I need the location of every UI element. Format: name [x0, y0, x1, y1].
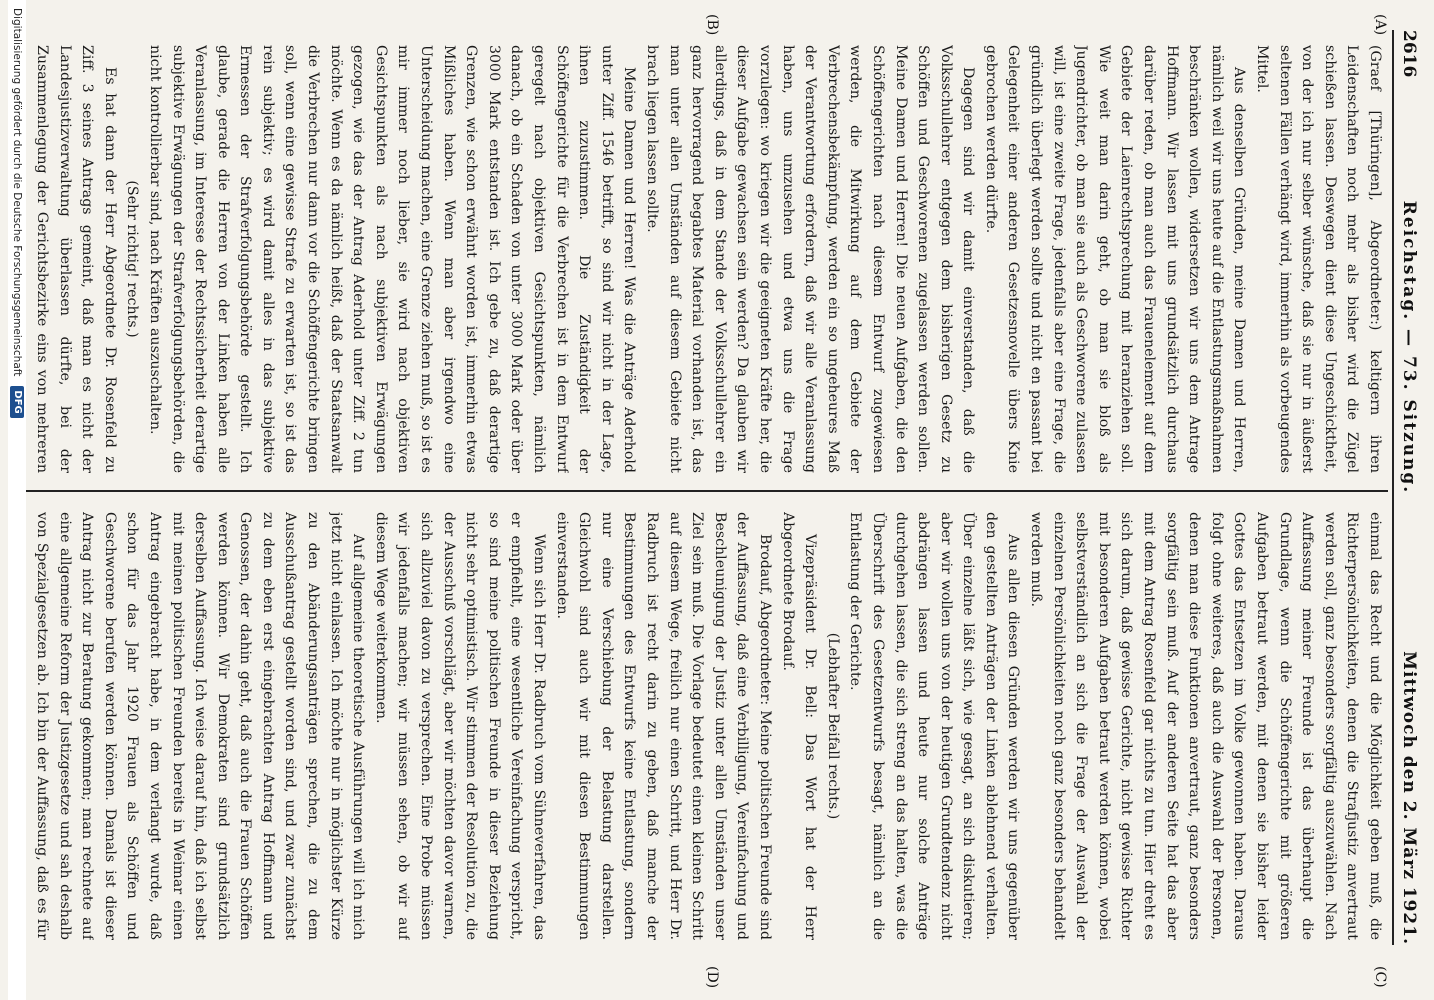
- session-title: Reichstag. — 73. Sitzung.: [1399, 200, 1419, 495]
- paragraph: Aus allen diesen Gründen werden wir uns gegenüber den gestellten Anträgen der Linken ablehnend verhalten. Über einzelne läßt sich, wie gesagt, an sich diskutieren; aber wir wollen uns von der heutigen Grundtendenz nicht abdrängen lassen und heute nur solche Anträge durchgehen lassen, die sich streng an das halten, was die Überschrift des Gesetzentwurfs besagt, nämlich an die Entlastung der Gerichte.: [847, 512, 1022, 940]
- speaker-announcement: Vizepräsident Dr. Bell: Das Wort hat der Herr Abgeordnete Brodauf.: [779, 512, 819, 940]
- margin-mark-d: (D): [704, 966, 720, 989]
- page-number: 2616: [1399, 30, 1419, 78]
- digitization-credit: [8, 0, 26, 1000]
- header-rule: [1392, 30, 1394, 945]
- paragraph: Meine Damen und Herren! Was die Anträge Aderhold unter Ziff. 1546 betrifft, so sind wir nicht in der Lage, ihnen zuzustimmen. Die Zuständigkeit der Schöffengerichte für die Verbrechen ist in dem Entwurf geregelt nach objektiven Gesichtspunkten, nämlich danach, ob ein Schaden von unter 3000 Mark oder über 3000 Mark entstanden ist. Ich gebe zu, daß derartige Grenzen, wie schon erwähnt worden ist, immerhin etwas Mißliches haben. Wenn man aber irgendwo eine Unterscheidung machen, eine Grenze ziehen muß, so ist es mir immer noch lieber, sie wird nach objektiven Gesichtspunkten als nach subjektiven Erwägungen gezogen, wie das der Antrag Aderhold unter Ziff. 2 tun möchte. Wenn es da nämlich heißt, daß der Staatsanwalt die Verbrechen nur dann vor die Schöffengerichte bringen soll, wenn eine gewisse Strafe zu erwarten ist, so ist das rein subjektiv; es wird damit alles in das subjektive Ermessen der Strafverfolgungsbehörde gestellt. Ich glaube, gerade die Herren von der Linken haben alle Veranlassung, im Interesse der Rechtssicherheit derartige subjektive Erwägungen der Strafverfolgungsbehörden, die nicht kontrollierbar sind, nach Kräften auszuschalten.: [146, 45, 638, 473]
- right-text-column: [26, 512, 1386, 940]
- paragraph: Dagegen sind wir damit einverstanden, daß die Volksschullehrer entgegen dem bisherigen Gesetz zu Schöffen und Geschworenen zugelassen werden sollen. Meine Damen und Herren! Die neuen Aufgaben, die den Schöffengerichten nach diesem Entwurf zugewiesen werden, die Mitwirkung auf dem Gebiete der Verbrechensbekämpfung, werden ein so ungeheures Maß der Verantwortung erfordern, daß wir alle Veranlassung haben, uns umzusehen und etwa uns die Frage vorzulegen: wo kriegen wir die geeigneten Kräfte her, die dieser Aufgabe gewachsen sein werden? Da glauben wir allerdings, daß in dem Stande der Volksschullehrer ein ganz hervorragend begabtes Material vorhanden ist, das man unter allen Umständen auf diesem Gebiete nicht brach liegen lassen sollte.: [644, 45, 977, 473]
- margin-mark-c: (C): [1372, 966, 1388, 988]
- paragraph: einmal das Recht und die Möglichkeit geben muß, die Richterpersönlichkeiten, denen die Strafjustiz anvertraut werden soll, ganz besonders sorgfältig auszuwählen. Nach Auffassung meiner Freunde ist das überhaupt die Grundlage, wenn die Schöffengerichte mit größeren Aufgaben betraut werden, mit denen sie bisher leider Gottes das Entsetzen im Volke gewonnen haben. Daraus folgt ohne weiteres, daß auch die Auswahl der Personen, denen man diese Funktionen anvertraut, ganz besonders sorgfältig sein muß. Auf der anderen Seite hat das aber mit dem Antrag Rosenfeld gar nichts zu tun. Hier dreht es sich darum, daß gewisse Gerichte, nicht gewisse Richter mit besonderen Aufgaben betraut werden können, wobei selbstverständlich an sich die Frage der Auswahl der einzelnen Persönlichkeiten noch ganz besonders behandelt werden muß.: [1028, 512, 1383, 940]
- margin-mark-a: (A): [1372, 14, 1388, 36]
- column-divider: [18, 490, 1388, 492]
- paragraph: Aus denselben Gründen, meine Damen und Herren, nämlich weil wir uns heute auf die Entlastungsmaßnahmen beschränken wollen, widersetzen wir uns dem Antrage Hoffmann. Wir lassen mit uns grundsätzlich durchaus darüber reden, ob man auch das Frauenelement auf dem Gebiete der Laienrechtsprechung mit heranziehen soll. Wie weit man darin geht, ob man sie bloß als Jugendrichter, ob man sie auch als Geschworene zulassen will, ist eine zweite Frage, jedenfalls aber eine Frage, die gründlich überlegt werden sollte und nicht en passant bei Gelegenheit einer anderen Gesetzesnovelle übers Knie gebrochen werden dürfte.: [982, 45, 1248, 473]
- applause-note: (Lebhafter Beifall rechts.): [824, 632, 841, 820]
- applause-note: (Sehr richtig! rechts.): [124, 180, 141, 338]
- dfg-logo: DFG: [10, 386, 24, 417]
- paragraph: Auf allgemeine theoretische Ausführungen will ich mich jetzt nicht einlassen. Ich möchte nur in möglichster Kürze zu den Abänderungsanträgen sprechen, die zu dem Ausschußantrag gestellt worden sind, und zwar zunächst zu dem eben erst eingebrachten Antrag Hoffmann und Genossen, der dahin geht, daß auch die Frauen Schöffen werden können. Wir Demokraten sind grundsätzlich derselben Auffassung. Ich weise darauf hin, daß ich selbst mit meinen politischen Freunden bereits in Weimar einen Antrag eingebracht habe, in dem verlangt wurde, daß schon für das Jahr 1920 Frauen als Schöffen und Geschworene berufen werden können. Damals ist dieser Antrag nicht zur Beratung gekommen; man rechnete auf eine allgemeine Reform der Justizgesetze und sah deshalb von Spezialgesetzen ab. Ich bin der Auffassung, daß es für: [33, 512, 367, 940]
- paragraph: Wenn sich Herr Dr. Radbruch vom Sühneverfahren, das er empfiehlt, eine wesentliche Vereinfachung verspricht, so sind meine politischen Freunde in dieser Beziehung nicht sehr optimistisch. Wir stimmen der Resolution zu, die der Ausschuß vorschlägt, aber wir möchten davor warnen, sich allzuviel davon zu versprechen. Eine Probe müssen wir jedenfalls machen; wir müssen sehen, ob wir auf diesem Wege weiterkommen.: [372, 512, 548, 940]
- credit-text: Digitalisierung gefördert durch die Deutsche Forschungsgemeinschaft: [11, 8, 23, 377]
- paragraph: Brodauf, Abgeordneter: Meine politischen Freunde sind der Auffassung, daß eine Verbilligung, Vereinfachung und Beschleunigung der Justiz unter allen Umständen unser Ziel sein muß. Die Vorlage bedeutet einen kleinen Schritt auf diesem Wege, freilich nur einen Schritt, und Herr Dr. Radbruch ist recht darin zu geben, daß manche der Bestimmungen des Entwurfs keine Entlastung, sondern nur eine Verschiebung der Belastung darstellen. Gleichwohl sind auch wir mit diesen Bestimmungen einverstanden.: [553, 512, 773, 940]
- paragraph: Es hat dann der Herr Abgeordnete Dr. Rosenfeld zu Ziff. 3 seines Antrags gemeint, daß man es nicht der Landesjustizverwaltung überlassen dürfte, bei der Zusammenlegung der Gerichtsbezirke eins von mehreren: [33, 45, 118, 473]
- page-header: [1394, 30, 1424, 945]
- paragraph: (Graef [Thüringen], Abgeordneter:) keltigern ihren Leidenschaften noch mehr als bisher wird die Zügel schießen lassen. Deswegen dient diese Ungeschicktheit, von der ich nur selber wünsche, daß sie nur in äußerst seltenen Fällen verhängt wird, immerhin als vorbeugendes Mittel.: [1254, 45, 1383, 473]
- left-text-column: [26, 45, 1386, 473]
- margin-mark-b: (B): [704, 14, 720, 36]
- session-date: Mittwoch den 2. März 1921.: [1399, 651, 1419, 945]
